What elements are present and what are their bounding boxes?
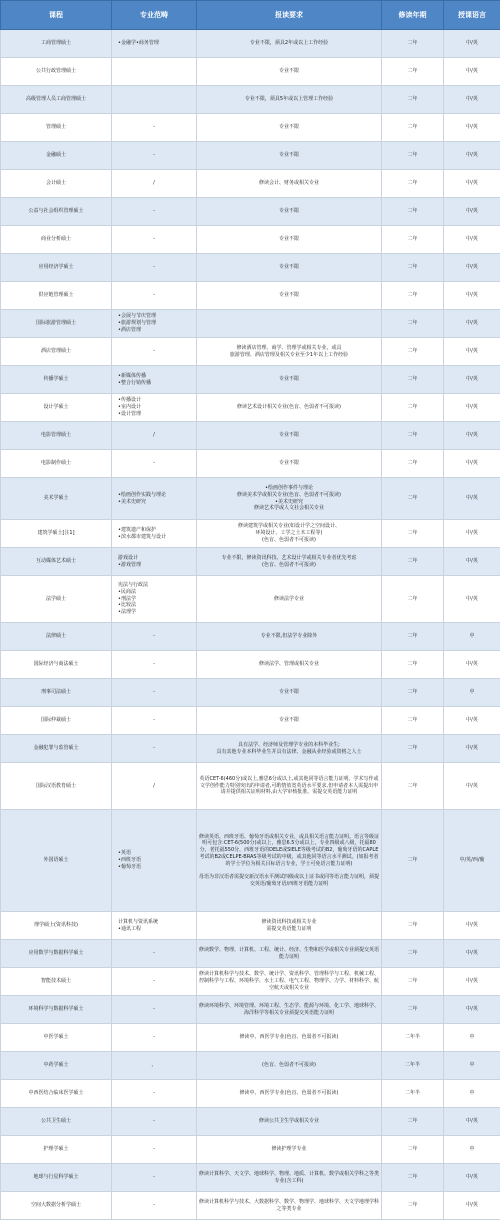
years-cell: 二年 [382, 912, 444, 940]
requirement-cell: 修读法学、管理或相关专业 [197, 651, 382, 679]
table-row [1, 450, 500, 478]
table-row [1, 114, 500, 142]
scope-cell: - [112, 1192, 197, 1220]
language-cell: 中/英 [444, 366, 500, 394]
language-cell: 中/英 [444, 226, 500, 254]
language-cell: 中/英 [444, 940, 500, 968]
years-cell: 二年半 [382, 1024, 444, 1052]
language-cell: 中/英 [444, 763, 500, 810]
scope-cell: •传播设计 •室内设计 •设计管理 [112, 394, 197, 422]
course-cell: 金融犯罪与监管硕士 [1, 735, 112, 763]
language-cell: 中/英 [444, 548, 500, 576]
requirement-cell: 专业不限 [197, 226, 382, 254]
requirement-cell: 专业不限 [197, 198, 382, 226]
language-cell: 中/英 [444, 170, 500, 198]
years-cell: 二年 [382, 1192, 444, 1220]
years-cell: 二年 [382, 968, 444, 996]
course-cell: 商业分析硕士 [1, 226, 112, 254]
years-cell: 二年 [382, 735, 444, 763]
scope-cell [112, 86, 197, 114]
scope-cell: - [112, 707, 197, 735]
scope-cell: - [112, 679, 197, 707]
language-cell: 中/英 [444, 338, 500, 366]
requirement-cell: 具有法学、经济师及管理学专业的本科毕业生; 具有其他专业本科毕业生并具有法律、金融从业经验或资格之人士 [197, 735, 382, 763]
requirement-cell [197, 310, 382, 338]
scope-cell: - [112, 1136, 197, 1164]
language-cell: 中 [444, 1052, 500, 1080]
course-cell: 国际旅游管理硕士 [1, 310, 112, 338]
language-cell: 中 [444, 1080, 500, 1108]
language-cell: 中/英 [444, 114, 500, 142]
scope-cell: - [112, 651, 197, 679]
language-cell: 中/英 [444, 282, 500, 310]
table-row [1, 763, 500, 810]
requirement-cell: 专业不限 [197, 422, 382, 450]
course-cell: 中医学硕士 [1, 1024, 112, 1052]
scope-cell [112, 58, 197, 86]
header-requirement: 报读要求 [197, 1, 382, 30]
requirement-cell: 修读中、西医学专业(色盲、色弱者不可报读) [197, 1080, 382, 1108]
course-cell: 高级管理人员工商管理硕士 [1, 86, 112, 114]
language-cell: 中/英 [444, 1192, 500, 1220]
years-cell: 二年 [382, 1108, 444, 1136]
years-cell: 二年 [382, 478, 444, 520]
requirement-cell: (色盲、色弱者不可报读) [197, 1052, 382, 1080]
years-cell: 二年 [382, 142, 444, 170]
language-cell: 中 [444, 1136, 500, 1164]
years-cell: 二年 [382, 170, 444, 198]
scope-cell: - [112, 282, 197, 310]
requirement-cell: 修读艺术设计相关专业(色盲、色弱者不可报读) [197, 394, 382, 422]
course-cell: 环境科学与数据科学硕士 [1, 996, 112, 1024]
language-cell: 中/英 [444, 707, 500, 735]
course-cell: 法学硕士 [1, 576, 112, 623]
scope-cell: •建筑遗产和保护 •滨水都市建筑与设计 [112, 520, 197, 548]
course-cell: 金融硕士 [1, 142, 112, 170]
years-cell: 二年半 [382, 1052, 444, 1080]
table-row [1, 968, 500, 996]
course-cell: 会计硕士 [1, 170, 112, 198]
scope-cell: - [112, 1108, 197, 1136]
course-cell: 电影管理硕士 [1, 422, 112, 450]
table-row [1, 478, 500, 520]
requirement-cell: 修读中、西医学专业(色盲、色弱者不可报读) [197, 1024, 382, 1052]
requirement-cell: 专业不限，须具5年或以上管理工作经验 [197, 86, 382, 114]
course-cell: 酒店管理硕士 [1, 338, 112, 366]
course-cell: 法律硕士 [1, 623, 112, 651]
language-cell: 中/英/西/葡 [444, 810, 500, 912]
table-row [1, 707, 500, 735]
requirement-cell: 专业不限，须具2年或以上工作经验 [197, 30, 382, 58]
header-row [1, 1, 500, 30]
years-cell: 二年 [382, 226, 444, 254]
requirement-cell: 专业不限 [197, 254, 382, 282]
requirement-cell: 修读数学、物理、计算机、工程、统计、经济、生物和医学或相关专业须提交英语能力证明 [197, 940, 382, 968]
years-cell: 二年 [382, 810, 444, 912]
header-language: 授课语言 [444, 1, 500, 30]
table-row [1, 310, 500, 338]
table-row [1, 30, 500, 58]
table-row [1, 548, 500, 576]
course-cell: 刑事司法硕士 [1, 679, 112, 707]
course-cell: 护理学硕士 [1, 1136, 112, 1164]
table-row [1, 170, 500, 198]
table-row [1, 996, 500, 1024]
scope-cell: •会展与节庆管理 •旅游规划与管理 •酒店管理 [112, 310, 197, 338]
requirement-cell: 专业不限 [197, 707, 382, 735]
requirement-cell: 修读计算机科学与技术、大数据科学、数学、物理学、地球科学、天文学地理学科之等类专业 [197, 1192, 382, 1220]
header-years: 修读年期 [382, 1, 444, 30]
years-cell: 二年 [382, 58, 444, 86]
scope-cell: - [112, 623, 197, 651]
years-cell: 二年 [382, 282, 444, 310]
course-cell: 互动媒体艺术硕士 [1, 548, 112, 576]
scope-cell: - [112, 1080, 197, 1108]
table-row [1, 86, 500, 114]
course-cell: 国际汉语教育硕士 [1, 763, 112, 810]
requirement-cell: 专业不限,但法学专业除外 [197, 623, 382, 651]
requirement-cell: 修读资讯科技或相关专业 需提交英语能力证明 [197, 912, 382, 940]
requirement-cell: 专业不限 [197, 366, 382, 394]
years-cell: 二年 [382, 679, 444, 707]
table-row [1, 1136, 500, 1164]
table-row [1, 254, 500, 282]
table-row [1, 1080, 500, 1108]
course-cell: 外国语硕士 [1, 810, 112, 912]
scope-cell: •绘画创作实践与理论 •美术史研究 [112, 478, 197, 520]
table-row [1, 576, 500, 623]
requirement-cell: 修读建筑学或相关专业(如设计学之空间设计、 环境设计、工学之土木工程等) (色盲、色弱者不可报读) [197, 520, 382, 548]
table-row [1, 651, 500, 679]
course-cell: 公共卫生硕士 [1, 1108, 112, 1136]
requirement-cell: 修读酒店管理、商学、管理学或相关专业，或具 旅游管理、酒店管理及相关专业至少1年以上工作经验 [197, 338, 382, 366]
language-cell: 中/英 [444, 394, 500, 422]
scope-cell: 游戏设计 •游戏管理 [112, 548, 197, 576]
language-cell: 中/英 [444, 735, 500, 763]
years-cell: 二年 [382, 86, 444, 114]
language-cell: 中/英 [444, 576, 500, 623]
scope-cell: - [112, 996, 197, 1024]
course-cell: 应用数学与数据科学硕士 [1, 940, 112, 968]
scope-cell: 计算机与资讯系统 •通讯工程 [112, 912, 197, 940]
years-cell: 二年 [382, 576, 444, 623]
years-cell: 二年 [382, 763, 444, 810]
table-row [1, 1052, 500, 1080]
scope-cell: 宪法与行政法 •民商法 •刑法学 •比较法 •法理学 [112, 576, 197, 623]
language-cell: 中/英 [444, 142, 500, 170]
scope-cell: 、 [112, 1052, 197, 1080]
years-cell: 二年 [382, 450, 444, 478]
years-cell: 二年 [382, 310, 444, 338]
course-cell: 公益与社会组织管理硕士 [1, 198, 112, 226]
scope-cell: - [112, 226, 197, 254]
years-cell: 二年 [382, 1164, 444, 1192]
language-cell: 中/英 [444, 86, 500, 114]
scope-cell: - [112, 114, 197, 142]
table-row [1, 142, 500, 170]
table-body [1, 30, 500, 1220]
language-cell: 中 [444, 679, 500, 707]
requirement-cell: 修读计算科学、天文学、地球科学、物理、地质、计算机、数学或相关学科之等类专业(含工科) [197, 1164, 382, 1192]
years-cell: 二年 [382, 623, 444, 651]
scope-cell: - [112, 142, 197, 170]
scope-cell: •英语 •西班牙语 •葡萄牙语 [112, 810, 197, 912]
requirement-cell: 专业不限 [197, 142, 382, 170]
years-cell: 二年 [382, 996, 444, 1024]
table-row [1, 735, 500, 763]
requirement-cell: •绘画创作事件与理论 修读美术学或相关专业(色盲、色弱者不可报读) •美术史研究 修读艺术学或人文社会相关专业 [197, 478, 382, 520]
header-scope: 专业范畴 [112, 1, 197, 30]
table-row [1, 1108, 500, 1136]
scope-cell: - [112, 254, 197, 282]
course-cell: 智能技术硕士 [1, 968, 112, 996]
language-cell: 中/英 [444, 651, 500, 679]
course-cell: 中西医结合临床医学硕士 [1, 1080, 112, 1108]
language-cell: 中/英 [444, 58, 500, 86]
table-row [1, 282, 500, 310]
requirement-cell: 专业不限 [197, 114, 382, 142]
table-row [1, 912, 500, 940]
scope-cell: - [112, 450, 197, 478]
course-cell: 国际仲裁硕士 [1, 707, 112, 735]
requirement-cell: 专业不限 [197, 679, 382, 707]
scope-cell: / [112, 763, 197, 810]
years-cell: 二年 [382, 366, 444, 394]
language-cell: 中/英 [444, 1164, 500, 1192]
table-row [1, 623, 500, 651]
years-cell: 二年 [382, 394, 444, 422]
requirement-cell: 修读计算机科学与技术、数学、统计学、资讯科学、管理科学与工程、机械工程、控制科学与工程、环境科学、水土工程、电气工程、物理学、力学、材料科学、航空航天或相关专业 [197, 968, 382, 996]
years-cell: 二年 [382, 422, 444, 450]
course-cell: 建筑学硕士[注1] [1, 520, 112, 548]
scope-cell: - [112, 940, 197, 968]
course-cell: 国际经济与商法硕士 [1, 651, 112, 679]
scope-cell: / [112, 170, 197, 198]
table-row [1, 679, 500, 707]
scope-cell: - [112, 968, 197, 996]
language-cell: 中/英 [444, 310, 500, 338]
course-cell: 管理硕士 [1, 114, 112, 142]
years-cell: 二年 [382, 707, 444, 735]
course-cell: 传播学硕士 [1, 366, 112, 394]
table-row [1, 940, 500, 968]
language-cell: 中 [444, 623, 500, 651]
years-cell: 二年 [382, 338, 444, 366]
language-cell: 中/英 [444, 1108, 500, 1136]
requirement-cell: 专业不限，修读资讯科技、艺术设计学或相关专业者优先考虑 (色盲、色弱者不可报读) [197, 548, 382, 576]
table-row [1, 226, 500, 254]
table-row [1, 1024, 500, 1052]
table-row [1, 394, 500, 422]
years-cell: 二年半 [382, 1080, 444, 1108]
requirement-cell: 修读公共卫生学或相关专业 [197, 1108, 382, 1136]
table-row [1, 422, 500, 450]
course-cell: 供应链管理硕士 [1, 282, 112, 310]
years-cell: 二年 [382, 114, 444, 142]
language-cell: 中/英 [444, 968, 500, 996]
language-cell: 中/英 [444, 520, 500, 548]
years-cell: 二年 [382, 520, 444, 548]
table-row [1, 58, 500, 86]
course-cell: 应用经济学硕士 [1, 254, 112, 282]
table-row [1, 198, 500, 226]
table-row [1, 366, 500, 394]
scope-cell: - [112, 1024, 197, 1052]
table-row [1, 520, 500, 548]
course-cell: 电影制作硕士 [1, 450, 112, 478]
course-cell: 空间大数据分析学硕士 [1, 1192, 112, 1220]
course-cell: 理学硕士(资讯科技) [1, 912, 112, 940]
scope-cell: •金融学•商务管理 [112, 30, 197, 58]
years-cell: 二年 [382, 548, 444, 576]
years-cell: 二年 [382, 254, 444, 282]
course-cell: 工商管理硕士 [1, 30, 112, 58]
table-row [1, 1192, 500, 1220]
requirement-cell: 专业不限 [197, 282, 382, 310]
years-cell: 二年 [382, 1136, 444, 1164]
scope-cell: / [112, 422, 197, 450]
requirement-cell: 专业不限 [197, 450, 382, 478]
table-row [1, 810, 500, 912]
table-row [1, 1164, 500, 1192]
course-cell: 公共行政管理硕士 [1, 58, 112, 86]
years-cell: 二年 [382, 30, 444, 58]
language-cell: 中/英 [444, 912, 500, 940]
language-cell: 中/英 [444, 422, 500, 450]
course-cell: 中药学硕士 [1, 1052, 112, 1080]
language-cell: 中/英 [444, 996, 500, 1024]
language-cell: 中/英 [444, 450, 500, 478]
scope-cell: •新媒体传播 •整合行销传播 [112, 366, 197, 394]
requirement-cell: 英语CET-6(460分)或以上,雅思6分或以上,或其他同等语言能力证明。学术写作或文学创作能力特别突出的申请者,可酌情放宽英语水平要求,但申请者本人需提出申请并提供相关证明材料,由大学审核批准。需提交英语能力证明 [197, 763, 382, 810]
course-cell: 设计学硕士 [1, 394, 112, 422]
course-cell: 地球与行星科学硕士 [1, 1164, 112, 1192]
years-cell: 二年 [382, 198, 444, 226]
language-cell: 中/英 [444, 198, 500, 226]
scope-cell: - [112, 1164, 197, 1192]
language-cell: 中/英 [444, 478, 500, 520]
scope-cell: - [112, 198, 197, 226]
requirement-cell: 修读环境科学、环境管理、环境工程、生态学、能源与环境、化工学、地球科学、海洋科学等相关专业须提交英语能力证明 [197, 996, 382, 1024]
requirement-cell: 专业不限 [197, 58, 382, 86]
scope-cell: - [112, 338, 197, 366]
language-cell: 中/英 [444, 254, 500, 282]
requirement-cell: 修读英语、西班牙语、葡萄牙语或相关专业，或具相关语言能力证明。语言等级证明可包含:CET-6(500分)或以上，雅思6.5分或以上，专业四级或八级，托福80分，老托福550分，西班牙语的DELE或SIELE等级考试的B2，葡萄牙语的CAPLE考试的B2或CELPE-BRAS等级考试的中级，或其他同等语言水平测试。(如报考者的学士学位为相关目标语言专业，学士可免语言能力证明) 母语为非汉语者需提交新汉语水平测试四级或以上证书或同等语言能力证明，须提交英语/葡萄牙语/西班牙语能力证明 [197, 810, 382, 912]
language-cell: 中 [444, 1024, 500, 1052]
header-course: 课程 [1, 1, 112, 30]
requirement-cell: 修读法学专业 [197, 576, 382, 623]
language-cell: 中/英 [444, 30, 500, 58]
years-cell: 二年 [382, 940, 444, 968]
requirement-cell: 修读护理学专业 [197, 1136, 382, 1164]
scope-cell: - [112, 735, 197, 763]
years-cell: 二年 [382, 651, 444, 679]
requirement-cell: 修读会计、财务或相关专业 [197, 170, 382, 198]
table-row [1, 338, 500, 366]
course-cell: 美术学硕士 [1, 478, 112, 520]
